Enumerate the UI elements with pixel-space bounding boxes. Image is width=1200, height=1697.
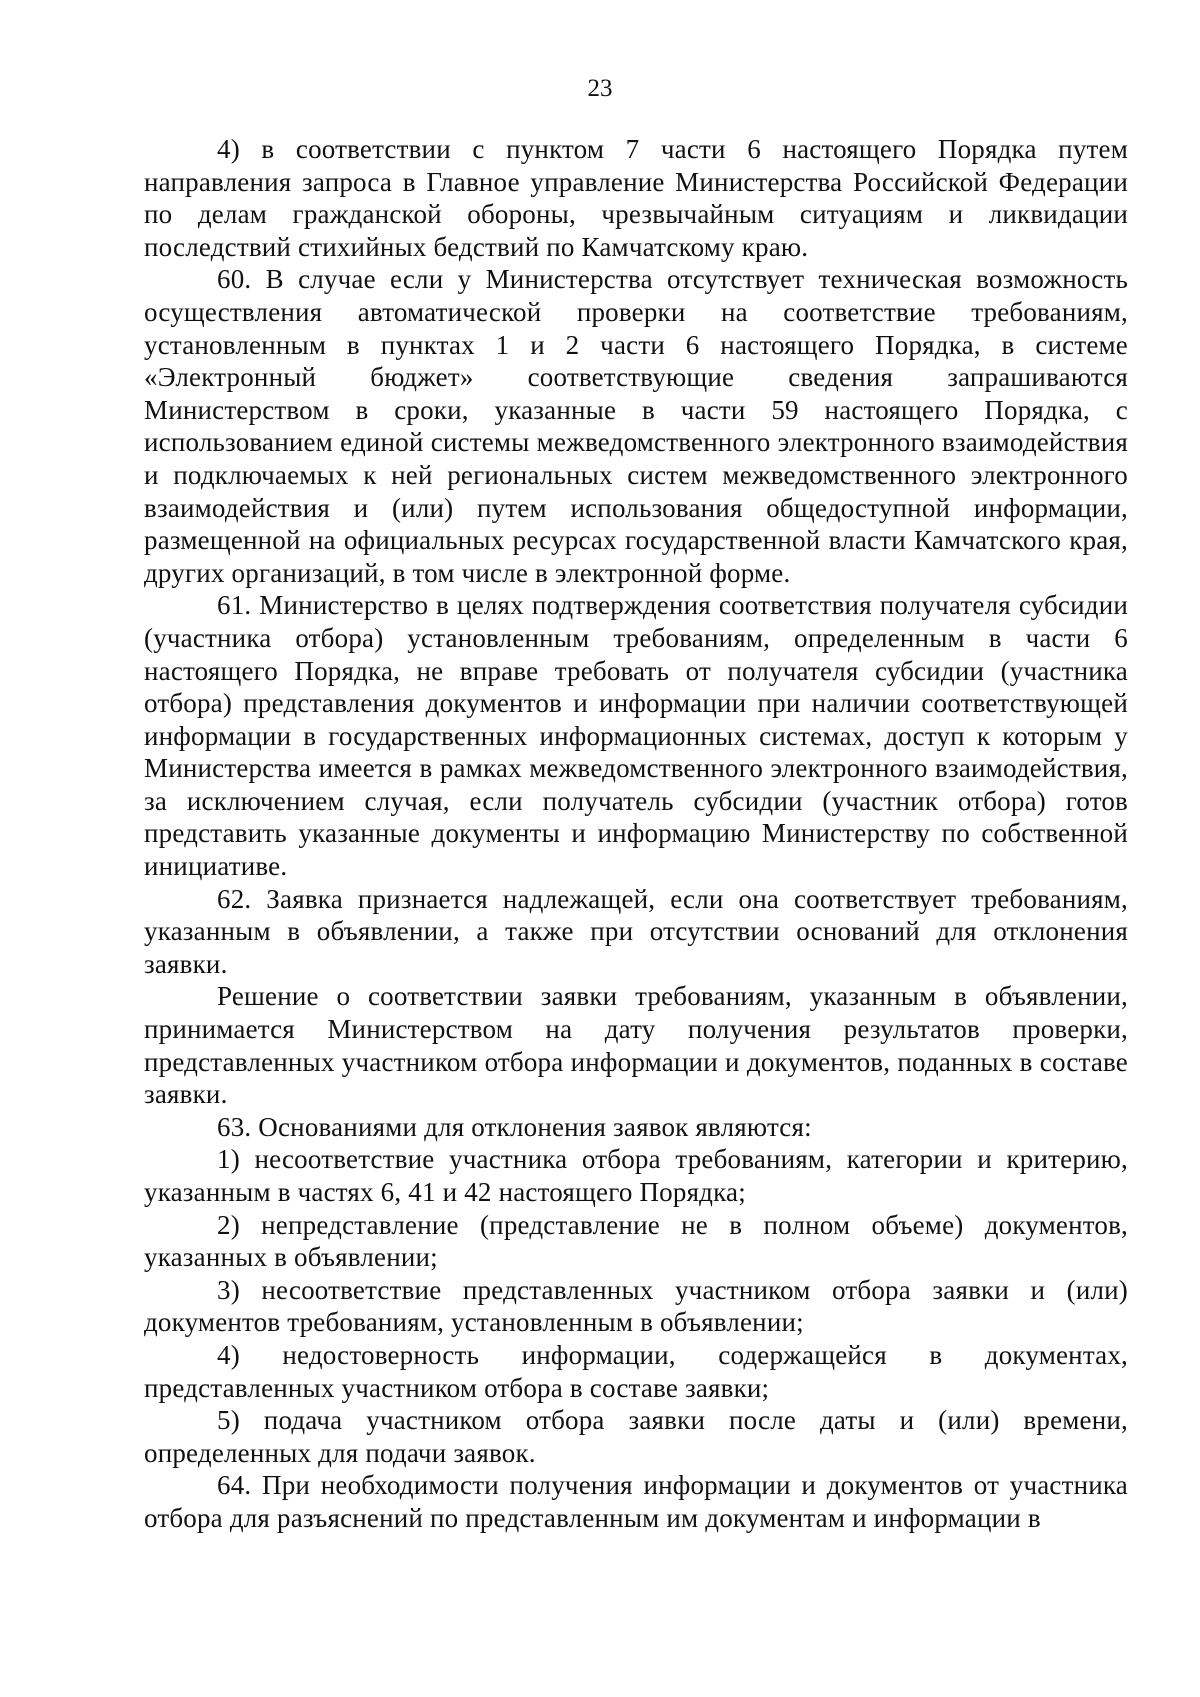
paragraph-61: 61. Министерство в целях подтверждения соответствия получателя субсидии (участника отбора) установленным требованиям, определенным в части 6 настоящего Порядка, не вправе требовать от получателя субсидии (участника отбора) представления документов и информации при наличии соответствующей информации в государственных информационных системах, доступ к которым у Министерства имеется в рамках межведомственного электронного взаимодействия, за исключением случая, если получатель субсидии (участник отбора) готов представить указанные документы и информацию Министерству по собственной инициативе. <box>144 590 1128 882</box>
paragraph-63-item-4: 4) недостоверность информации, содержащейся в документах, представленных участником отбора в составе заявки; <box>144 1339 1128 1403</box>
paragraph-64: 64. При необходимости получения информации и документов от участника отбора для разъяснений по представленным им документам и информации в <box>144 1470 1128 1533</box>
paragraph-item-4: 4) в соответствии с пунктом 7 части 6 настоящего Порядка путем направления запроса в Главное управление Министерства Российской Федерации по делам гражданской обороны, чрезвычайным ситуациям и ликвидации последствий стихийных бедствий по Камчатскому краю. <box>144 134 1128 262</box>
paragraph-63-item-3: 3) несоответствие представленных участником отбора заявки и (или) документов требованиям, установленным в объявлении; <box>144 1274 1128 1338</box>
paragraph-63: 63. Основаниями для отклонения заявок являются: <box>217 1111 812 1142</box>
paragraph-63-item-5: 5) подача участником отбора заявки после даты и (или) времени, определенных для подачи заявок. <box>144 1405 1128 1468</box>
document-body <box>144 133 1128 1535</box>
paragraph-63-item-2: 2) непредставление (представление не в полном объеме) документов, указанных в объявлении; <box>144 1209 1128 1273</box>
paragraph-63-item-1: 1) несоответствие участника отбора требованиям, категории и критерию, указанным в частях 6, 41 и 42 настоящего Порядка; <box>144 1144 1128 1207</box>
paragraph-60: 60. В случае если у Министерства отсутствует техническая возможность осуществления автоматической проверки на соответствие требованиям, установленным в пунктах 1 и 2 части 6 настоящего Порядка, в системе «Электронный бюджет» соответствующие сведения запрашиваются Министерством в сроки, указанные в части 59 настоящего Порядка, с использованием единой системы межведомственного электронного взаимодействия и подключаемых к ней региональных систем межведомственного электронного взаимодействия и (или) путем использования общедоступной информации, размещенной на официальных ресурсах государственной власти Камчатского края, других организаций, в том числе в электронной форме. <box>144 264 1128 588</box>
page-number: 23 <box>587 75 613 102</box>
paragraph-62: 62. Заявка признается надлежащей, если она соответствует требованиям, указанным в объявлении, а также при отсутствии оснований для отклонения заявки. <box>144 883 1128 979</box>
paragraph-62-decision: Решение о соответствии заявки требованиям, указанным в объявлении, принимается Министерством на дату получения результатов проверки, представленных участником отбора информации и документов, поданных в составе заявки. <box>144 981 1128 1110</box>
